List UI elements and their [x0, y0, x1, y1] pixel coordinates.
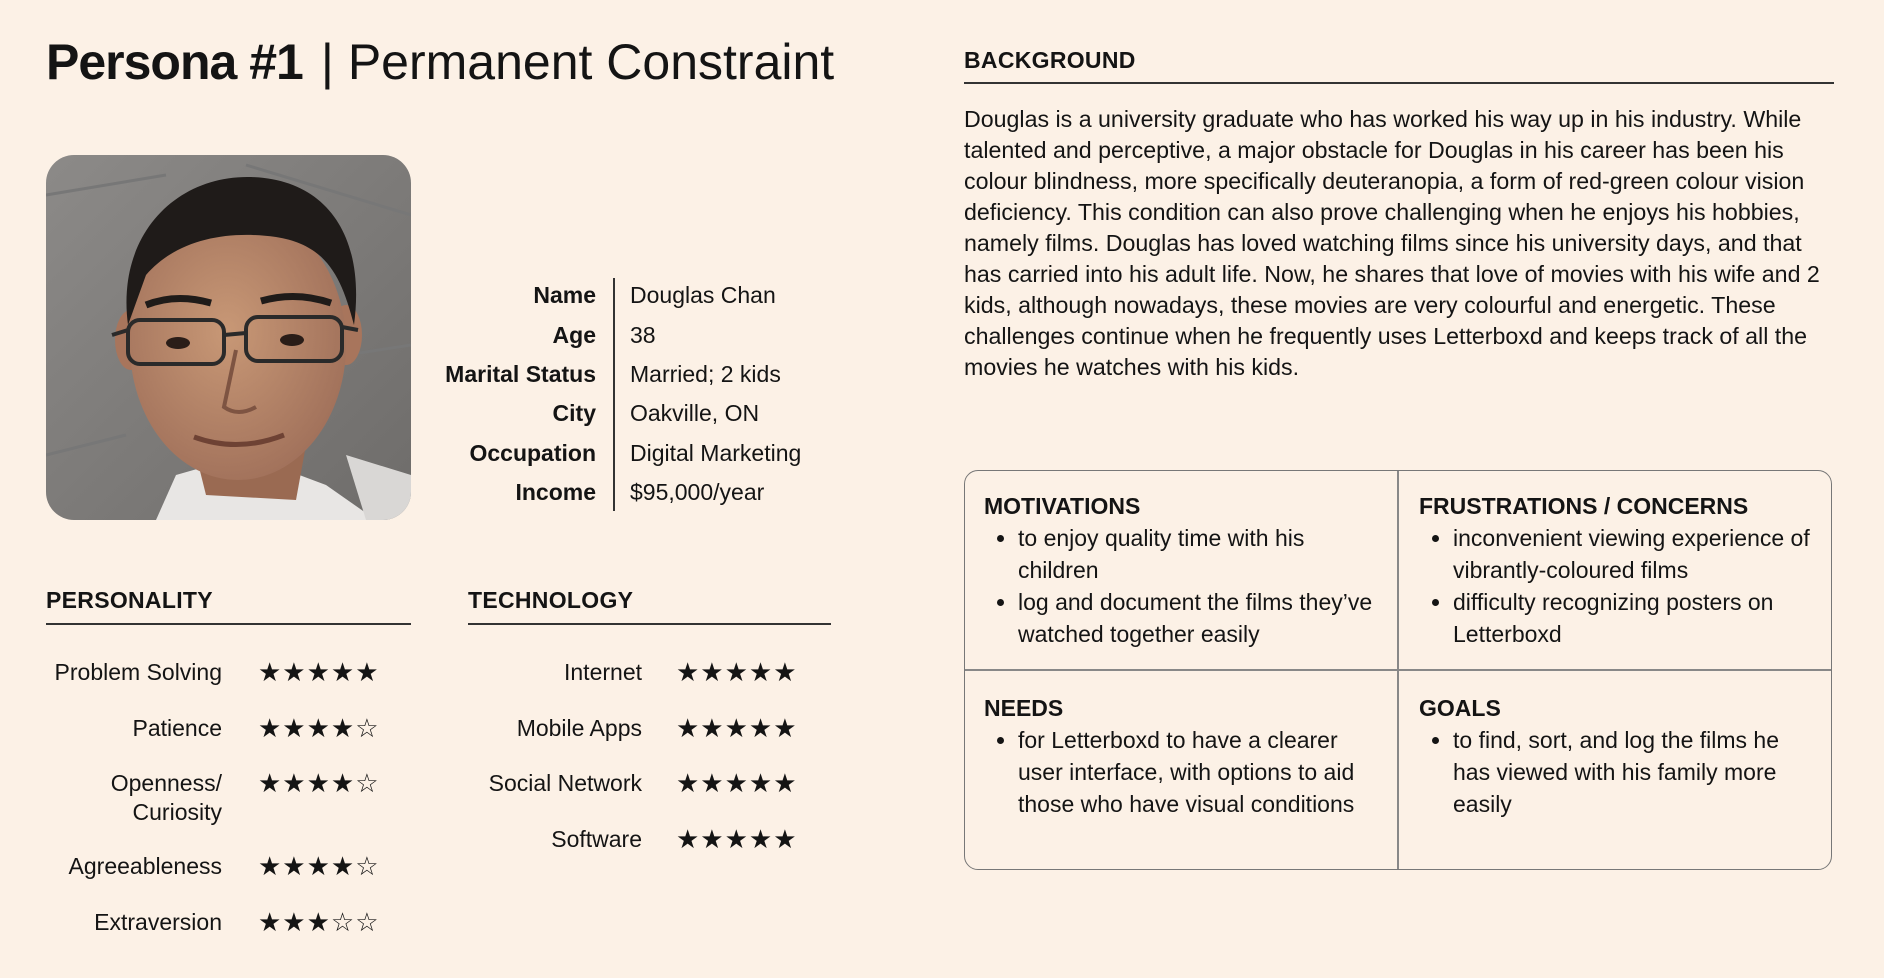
grid-horizontal-divider	[965, 669, 1831, 671]
trait-label: Problem Solving	[54, 659, 222, 685]
profile-row-name	[430, 276, 801, 315]
star-rating: ★★★★★	[676, 768, 798, 798]
motivations-heading: MOTIVATIONS	[984, 493, 1141, 519]
profile-label: City	[552, 400, 596, 427]
star-rating: ★★★★☆	[258, 713, 380, 743]
star-rating: ★★★★☆	[258, 768, 380, 798]
profile-row-marital-status	[430, 355, 801, 394]
profile-value: Married; 2 kids	[630, 360, 781, 387]
star-rating: ★★★★★	[258, 657, 380, 687]
technology-rule	[468, 623, 831, 625]
trait-label: Agreeableness	[68, 853, 222, 879]
page-title	[46, 30, 834, 94]
profile-label: Name	[533, 282, 596, 309]
frustrations-heading: FRUSTRATIONS / CONCERNS	[1419, 493, 1749, 519]
personality-rule	[46, 623, 411, 625]
list-item: • log and document the films they’ve watched together easily	[1018, 586, 1384, 650]
needs-list	[984, 724, 1384, 820]
background-text: Douglas is a university graduate who has worked his way up in his industry. While talented and perceptive, a major obstacle for Douglas in his career has been his colour blindness, more specifically deuteranopia, a form of red-green colour vision deficiency. This condition can also prove challenging when he enjoys his hobbies, namely films. Douglas has loved watching films since his university days, and that has carried into his adult life. Now, he shares that love of movies with his wife and 2 kids, although nowadays, these movies are very colourful and energetic. These challenges continue when he frequently uses Letterboxd and keeps track of all the movies he watches with his kids.	[964, 106, 1820, 380]
profile-label: Age	[552, 321, 596, 348]
profile-label: Occupation	[469, 439, 596, 466]
profile-row-income	[430, 473, 801, 512]
goals-list	[1419, 724, 1819, 820]
star-rating: ★★★★★	[676, 713, 798, 743]
profile-label: Marital Status	[445, 360, 596, 387]
tech-label: Software	[551, 826, 642, 852]
motivations-list	[984, 522, 1384, 650]
trait-label: Patience	[132, 715, 222, 741]
trait-label: Openness/ Curiosity	[110, 770, 222, 825]
tech-label: Mobile Apps	[516, 715, 642, 741]
tech-label: Social Network	[488, 770, 642, 796]
star-rating: ★★★★★	[676, 824, 798, 854]
persona-type: Permanent Constraint	[347, 34, 835, 90]
list-item: • for Letterboxd to have a clearer user interface, with options to aid those who have visual conditions	[1018, 724, 1384, 820]
persona-label: Persona #1	[46, 34, 303, 90]
needs-heading: NEEDS	[984, 695, 1064, 721]
technology-heading: TECHNOLOGY	[468, 587, 634, 613]
star-rating: ★★★☆☆	[258, 907, 380, 937]
profile-value: Douglas Chan	[630, 282, 776, 309]
motivations-cell	[984, 490, 1384, 650]
profile-value: $95,000/year	[630, 479, 765, 506]
title-separator: |	[320, 34, 334, 90]
profile-row-age	[430, 315, 801, 354]
trait-label: Extraversion	[94, 909, 222, 935]
frustrations-list	[1419, 522, 1819, 650]
list-item: • to find, sort, and log the films he has viewed with his family more easily	[1453, 724, 1819, 820]
list-item: • difficulty recognizing posters on Letterboxd	[1453, 586, 1819, 650]
profile-value: Digital Marketing	[630, 439, 802, 466]
goals-heading: GOALS	[1419, 695, 1501, 721]
goals-cell	[1419, 692, 1819, 820]
profile-value: 38	[630, 321, 656, 348]
star-rating: ★★★★★	[676, 657, 798, 687]
list-item: • inconvenient viewing experience of vibrantly-coloured films	[1453, 522, 1819, 586]
background-rule	[964, 82, 1834, 84]
frustrations-cell	[1419, 490, 1819, 650]
profile-value: Oakville, ON	[630, 400, 760, 427]
tech-label: Internet	[564, 659, 642, 685]
portrait-illustration	[46, 155, 411, 520]
persona-photo	[46, 155, 411, 520]
personality-heading: PERSONALITY	[46, 587, 213, 613]
needs-cell	[984, 692, 1384, 820]
background-heading: BACKGROUND	[964, 47, 1136, 73]
profile-row-occupation	[430, 434, 801, 473]
star-rating: ★★★★☆	[258, 851, 380, 881]
list-item: • to enjoy quality time with his children	[1018, 522, 1384, 586]
profile-table	[430, 276, 801, 512]
profile-label: Income	[515, 479, 596, 506]
profile-row-city	[430, 394, 801, 433]
